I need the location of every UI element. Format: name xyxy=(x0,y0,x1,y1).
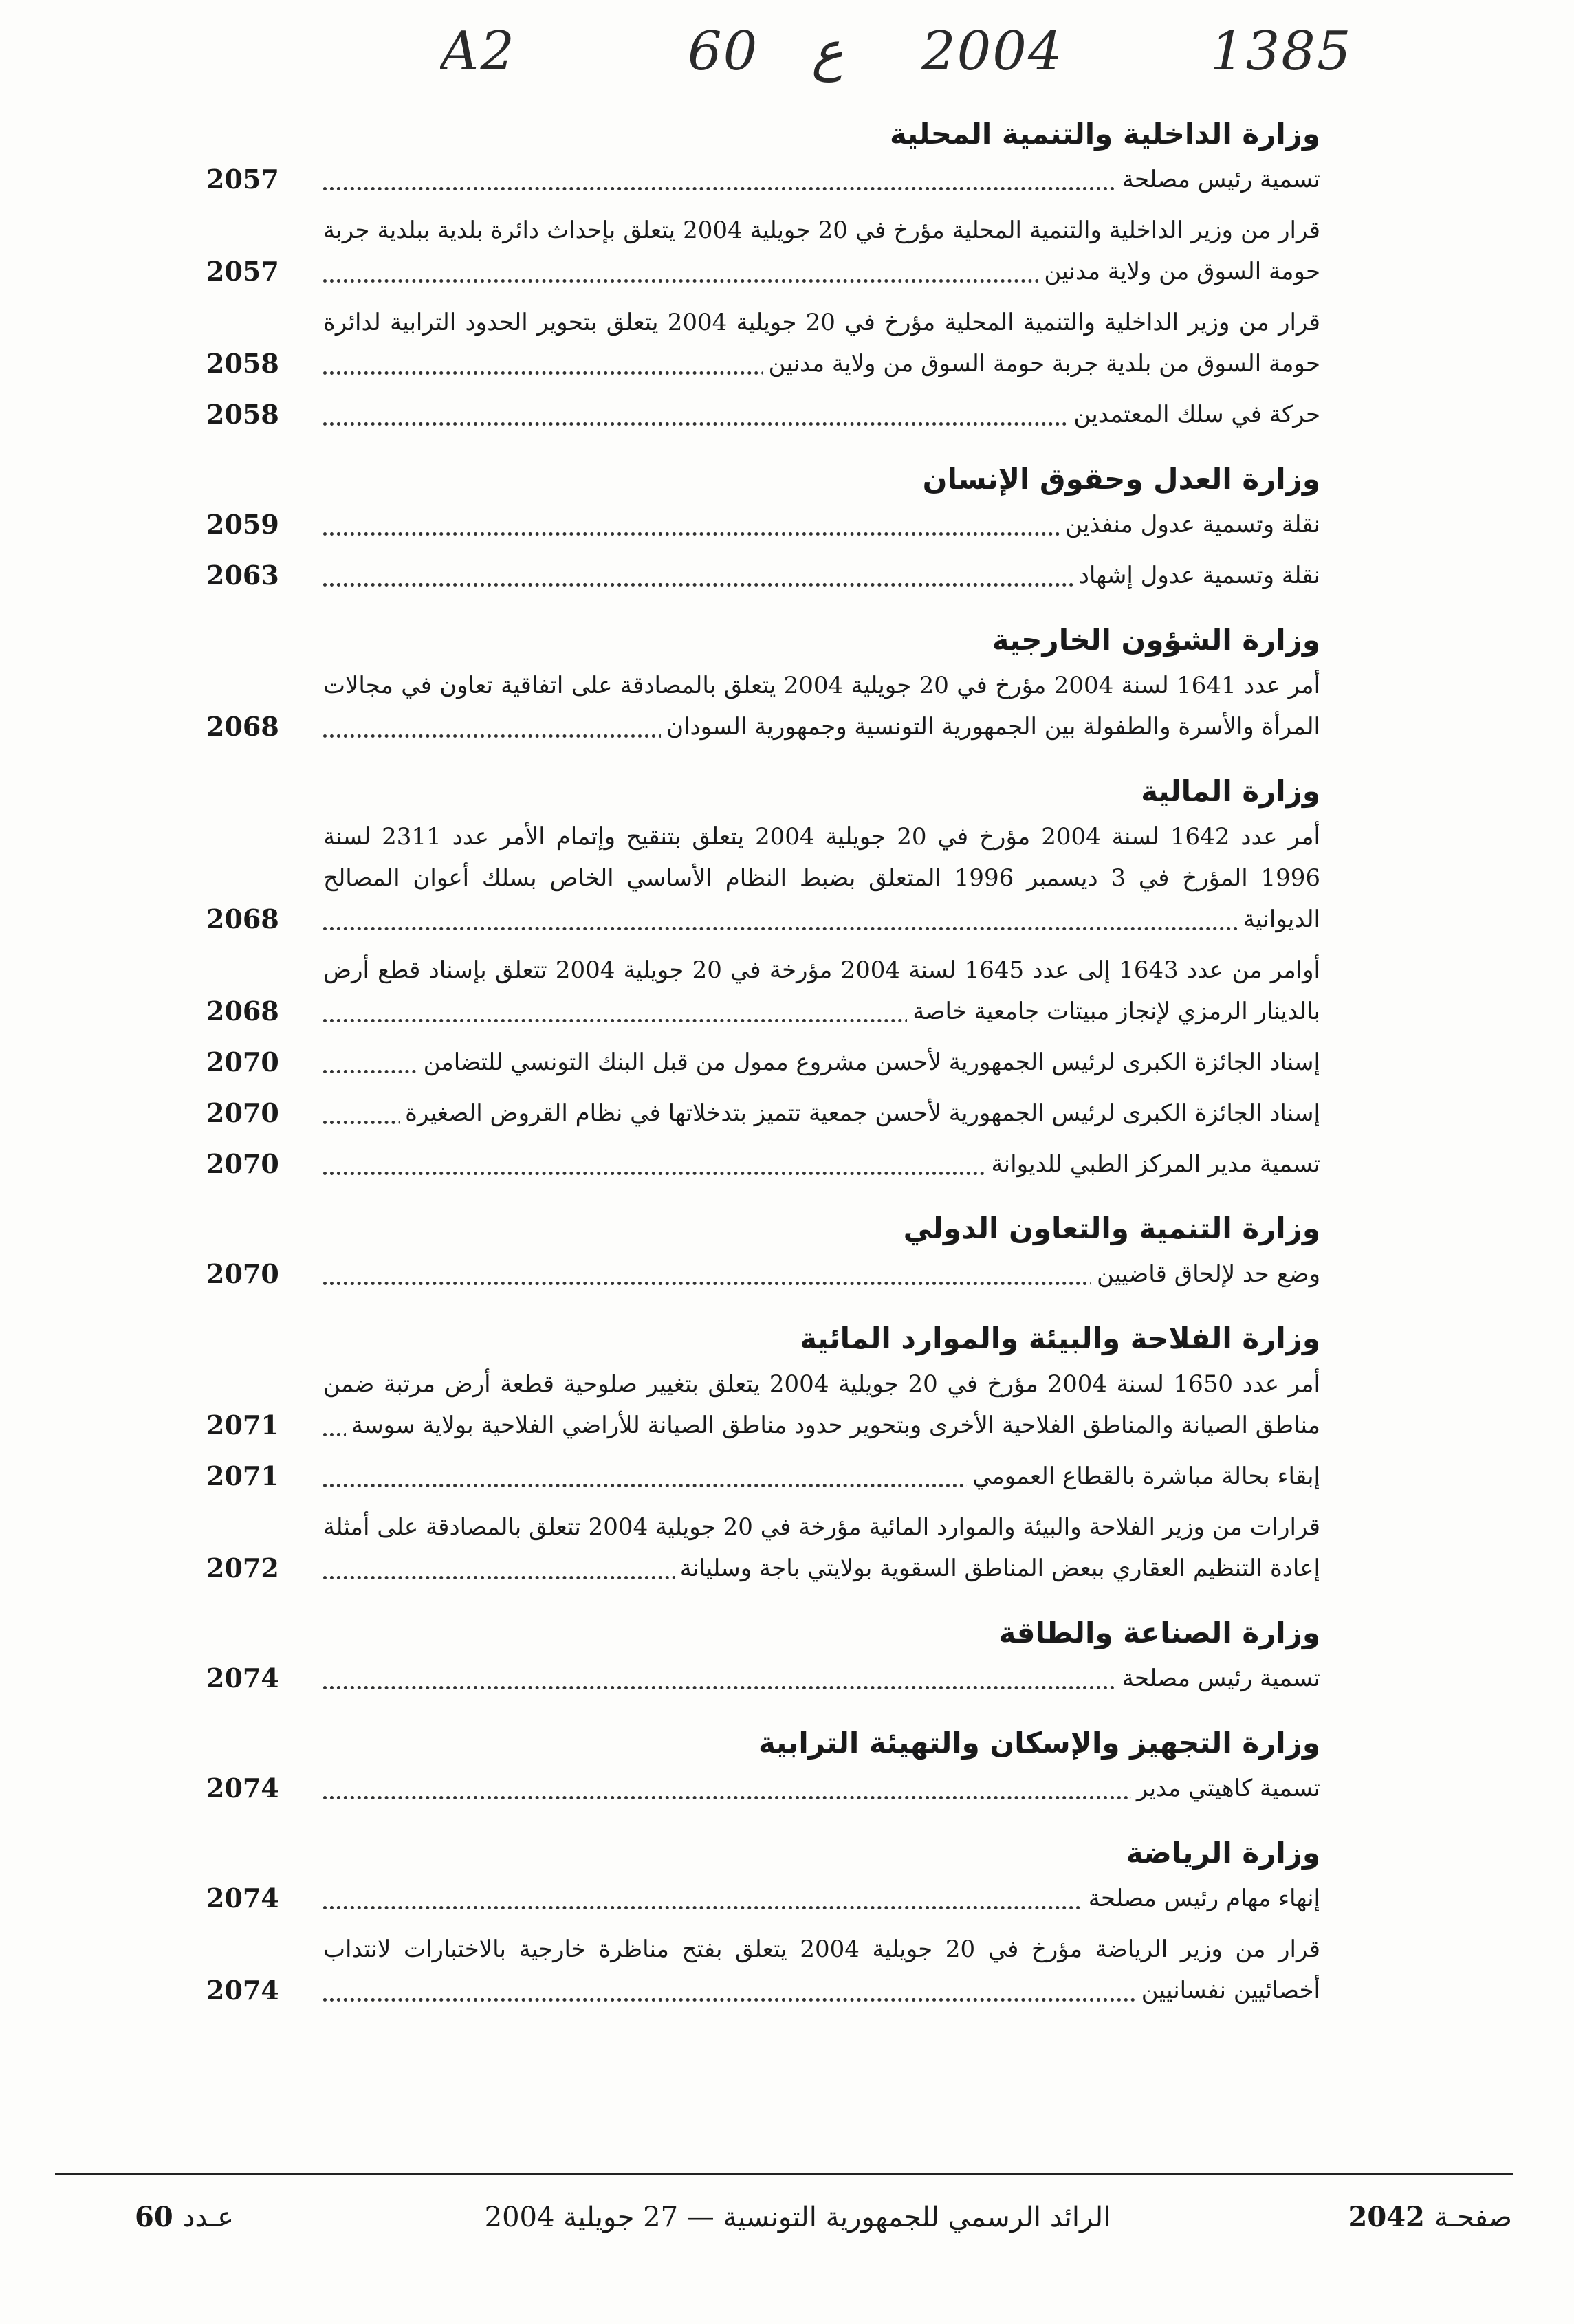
toc-entry-page: 2058 xyxy=(206,399,279,430)
toc-entry-page: 2074 xyxy=(206,1773,279,1804)
toc-entry[interactable] xyxy=(206,159,1320,200)
table-of-contents xyxy=(206,113,1320,2169)
toc-entry-title: إسناد الجائزة الكبرى لرئيس الجمهورية لأحسن مشروع ممول من قبل البنك التونسي للتضامن xyxy=(418,1049,1320,1076)
toc-entry-text-wrap xyxy=(323,1363,1320,1446)
toc-entry-title: تسمية رئيس مصلحة xyxy=(1117,1665,1320,1692)
toc-entry-page: 2057 xyxy=(206,256,279,287)
handwritten-note-letter: ع xyxy=(811,21,844,83)
toc-entry[interactable] xyxy=(206,1253,1320,1295)
toc-entry-text-wrap xyxy=(323,159,1320,200)
toc-entry-title: تسمية كاهيتي مدير xyxy=(1131,1775,1320,1802)
toc-entry-page: 2070 xyxy=(206,1046,279,1077)
toc-entry-title: أمر عدد 1650 لسنة 2004 مؤرخ في 20 جويلية 2004 يتعلق بتغيير صلوحية قطعة أرض مرتبة ضمن مناطق الصيانة والمناطق الفلاحية الأخرى وبتحوير حدود مناطق الصيانة للأراضي الفلاحية بولاية سوسة xyxy=(323,1370,1320,1439)
toc-entry[interactable] xyxy=(206,555,1320,596)
toc-entry-page: 2063 xyxy=(206,560,279,591)
toc-entry-title: قرار من وزير الداخلية والتنمية المحلية مؤرخ في 20 جويلية 2004 يتعلق بتحوير الحدود الترابية لدائرة حومة السوق من بلدية جربة حومة السوق من ولاية مدنين xyxy=(323,309,1320,377)
handwritten-note-a2: A2 xyxy=(440,21,516,83)
footer-divider xyxy=(55,2173,1513,2175)
toc-entry-page: 2068 xyxy=(206,996,279,1027)
footer-journal-title: الرائد الرسمي للجمهورية التونسية — 27 جويلية 2004 xyxy=(484,2202,1111,2233)
toc-entry-page: 2057 xyxy=(206,164,279,195)
toc-entry[interactable] xyxy=(206,1456,1320,1497)
toc-entry-text-wrap xyxy=(323,665,1320,747)
toc-entry[interactable] xyxy=(206,1506,1320,1589)
toc-entry-text-wrap xyxy=(323,1093,1320,1134)
toc-entry-title: أمر عدد 1642 لسنة 2004 مؤرخ في 20 جويلية 2004 يتعلق بتنقيح وإتمام الأمر عدد 2311 لسنة 1996 المؤرخ في 3 ديسمبر 1996 المتعلق بضبط النظام الأساسي الخاص بسلك أعوان المصالح الديوانية xyxy=(323,823,1320,933)
toc-entry[interactable] xyxy=(206,504,1320,545)
toc-entry-text-wrap xyxy=(323,1768,1320,1809)
toc-entry-text-wrap xyxy=(323,394,1320,435)
toc-entry[interactable] xyxy=(206,1042,1320,1083)
toc-entry[interactable] xyxy=(206,816,1320,940)
toc-entry-text-wrap xyxy=(323,1658,1320,1699)
toc-entry-text-wrap xyxy=(323,816,1320,940)
ministry-heading: وزارة العدل وحقوق الإنسان xyxy=(922,462,1320,496)
toc-entry-title: قرار من وزير الداخلية والتنمية المحلية مؤرخ في 20 جويلية 2004 يتعلق بإحداث دائرة بلدية ببلدية جربة حومة السوق من ولاية مدنين xyxy=(323,217,1320,285)
toc-entry-page: 2074 xyxy=(206,1663,279,1693)
footer-page-label: صفحـة xyxy=(1434,2202,1512,2233)
toc-entry-title: إبقاء بحالة مباشرة بالقطاع العمومي xyxy=(967,1462,1320,1490)
toc-entry-page: 2074 xyxy=(206,1883,279,1914)
toc-entry-title: إنهاء مهام رئيس مصلحة xyxy=(1083,1885,1320,1912)
toc-entry-text-wrap xyxy=(323,1042,1320,1083)
toc-entry-title: نقلة وتسمية عدول إشهاد xyxy=(1073,562,1320,589)
toc-entry-page: 2070 xyxy=(206,1097,279,1128)
toc-entry-page: 2071 xyxy=(206,1410,279,1440)
toc-entry-title: وضع حد لإلحاق قاضيين xyxy=(1091,1260,1320,1288)
footer-issue-label: عـدد xyxy=(182,2202,234,2233)
toc-entry[interactable] xyxy=(206,1768,1320,1809)
toc-entry-page: 2059 xyxy=(206,509,279,540)
toc-entry-text-wrap xyxy=(323,1506,1320,1589)
toc-entry-page: 2070 xyxy=(206,1148,279,1179)
toc-entry-title: تسمية رئيس مصلحة xyxy=(1117,166,1320,193)
ministry-heading: وزارة الصناعة والطاقة xyxy=(998,1616,1320,1649)
ministry-heading: وزارة الفلاحة والبيئة والموارد المائية xyxy=(800,1322,1320,1355)
toc-entry-text-wrap xyxy=(323,950,1320,1032)
toc-entry[interactable] xyxy=(206,1658,1320,1699)
toc-entry[interactable] xyxy=(206,1929,1320,2011)
handwritten-note-number: 1385 xyxy=(1210,21,1353,83)
toc-entry-page: 2058 xyxy=(206,348,279,379)
ministry-heading: وزارة الداخلية والتنمية المحلية xyxy=(889,117,1320,151)
toc-entry-title: نقلة وتسمية عدول منفذين xyxy=(1060,511,1320,538)
footer-page-number: 2042 xyxy=(1348,2201,1425,2233)
toc-entry-title: أوامر من عدد 1643 إلى عدد 1645 لسنة 2004 مؤرخة في 20 جويلية 2004 تتعلق بإسناد قطع أرض بالدينار الرمزي لإنجاز مبيتات جامعية خاصة xyxy=(323,956,1320,1025)
toc-entry[interactable] xyxy=(206,665,1320,747)
toc-entry[interactable] xyxy=(206,950,1320,1032)
ministry-heading: وزارة الشؤون الخارجية xyxy=(992,623,1320,657)
handwritten-note-year: 2004 xyxy=(921,21,1064,83)
toc-entry-page: 2074 xyxy=(206,1975,279,2006)
toc-entry-text-wrap xyxy=(323,1143,1320,1185)
toc-entry-text-wrap xyxy=(323,302,1320,384)
toc-entry-text-wrap xyxy=(323,1456,1320,1497)
toc-entry[interactable] xyxy=(206,1878,1320,1919)
footer-page xyxy=(1223,2193,1512,2241)
toc-entry[interactable] xyxy=(206,1143,1320,1185)
toc-entry-title: قرار من وزير الرياضة مؤرخ في 20 جويلية 2004 يتعلق بفتح مناظرة خارجية بالاختبارات لانتداب أخصائيين نفسانيين xyxy=(323,1936,1320,2004)
dot-leader xyxy=(323,927,1320,930)
toc-entry-text-wrap xyxy=(323,210,1320,292)
toc-entry-text-wrap xyxy=(323,555,1320,596)
footer-issue-number: 60 xyxy=(134,2201,173,2233)
toc-entry-title: أمر عدد 1641 لسنة 2004 مؤرخ في 20 جويلية 2004 يتعلق بالمصادقة على اتفاقية تعاون في مجالات المرأة والأسرة والطفولة بين الجمهورية التونسية وجمهورية السودان xyxy=(323,672,1320,741)
toc-entry-text-wrap xyxy=(323,1929,1320,2011)
footer-issue xyxy=(55,2193,234,2241)
toc-entry-page: 2071 xyxy=(206,1460,279,1491)
toc-entry-page: 2070 xyxy=(206,1258,279,1289)
toc-entry-title: إسناد الجائزة الكبرى لرئيس الجمهورية لأحسن جمعية تتميز بتدخلاتها في نظام القروض الصغيرة xyxy=(400,1099,1320,1127)
ministry-heading: وزارة الرياضة xyxy=(1126,1836,1320,1870)
toc-entry-page: 2072 xyxy=(206,1553,279,1583)
toc-entry[interactable] xyxy=(206,394,1320,435)
toc-entry-page: 2068 xyxy=(206,903,279,934)
handwritten-note-issue: 60 xyxy=(688,21,759,83)
toc-entry-title: تسمية مدير المركز الطبي للديوانة xyxy=(985,1150,1320,1178)
ministry-heading: وزارة التجهيز والإسكان والتهيئة الترابية xyxy=(758,1726,1320,1760)
toc-entry-title: حركة في سلك المعتمدين xyxy=(1068,401,1320,428)
toc-entry-text-wrap xyxy=(323,1253,1320,1295)
toc-entry-page: 2068 xyxy=(206,711,279,742)
ministry-heading: وزارة المالية xyxy=(1141,774,1320,808)
toc-entry-title: قرارات من وزير الفلاحة والبيئة والموارد المائية مؤرخة في 20 جويلية 2004 تتعلق بالمصادقة على أمثلة إعادة التنظيم العقاري ببعض المناطق السقوية بولايتي باجة وسليانة xyxy=(323,1513,1320,1582)
toc-entry[interactable] xyxy=(206,1363,1320,1446)
toc-entry[interactable] xyxy=(206,302,1320,384)
ministry-heading: وزارة التنمية والتعاون الدولي xyxy=(903,1212,1320,1245)
toc-entry[interactable] xyxy=(206,210,1320,292)
toc-entry-text-wrap xyxy=(323,504,1320,545)
toc-entry-text-wrap xyxy=(323,1878,1320,1919)
toc-entry[interactable] xyxy=(206,1093,1320,1134)
